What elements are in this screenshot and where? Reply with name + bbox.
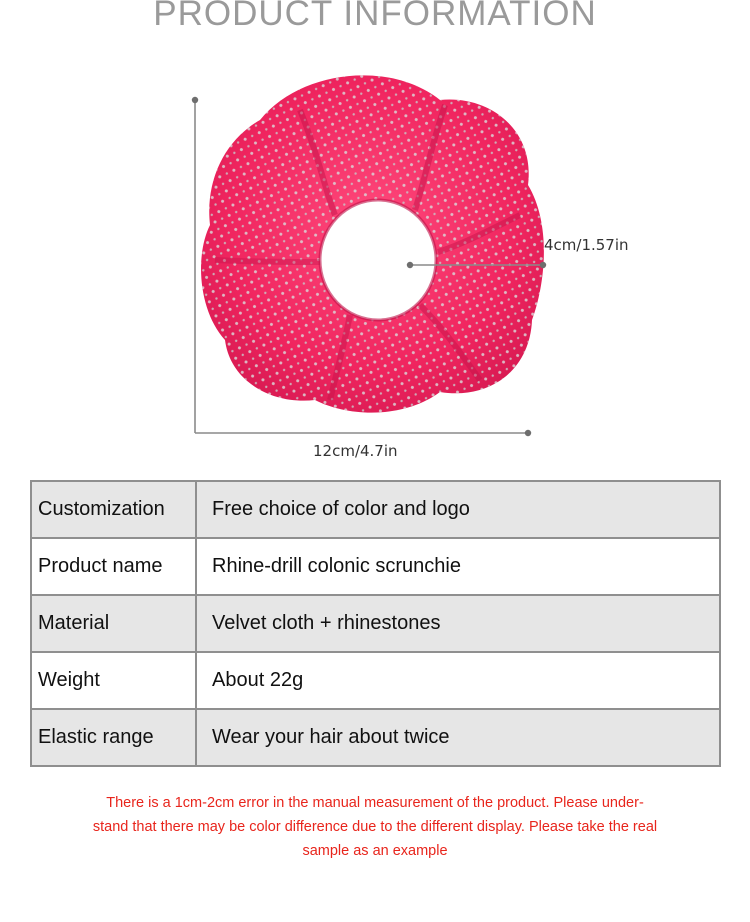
spec-key: Product name [31,538,196,595]
spec-value: Rhine-drill colonic scrunchie [196,538,720,595]
spec-key: Elastic range [31,709,196,766]
notice-line: There is a 1cm-2cm error in the manual measurement of the product. Please under- [106,795,644,811]
scrunchie-body [201,75,544,412]
hole-dimension-label: 4cm/1.57in [544,236,629,254]
spec-table [30,480,721,767]
spec-value: Velvet cloth + rhinestones [196,595,720,652]
page-title: PRODUCT INFORMATION [153,0,597,33]
spec-value: Free choice of color and logo [196,481,720,538]
table-row [31,595,720,652]
spec-value: Wear your hair about twice [196,709,720,766]
table-row [31,709,720,766]
spec-key: Weight [31,652,196,709]
spec-key: Material [31,595,196,652]
notice-line: stand that there may be color difference due to the different display. Please take the real [92,819,658,835]
table-row [31,652,720,709]
measurement-notice [40,791,710,863]
spec-key: Customization [31,481,196,538]
table-row [31,538,720,595]
width-dimension-label: 12cm/4.7in [313,442,398,460]
table-row [31,481,720,538]
spec-value: About 22g [196,652,720,709]
notice-line: sample as an example [302,843,448,859]
